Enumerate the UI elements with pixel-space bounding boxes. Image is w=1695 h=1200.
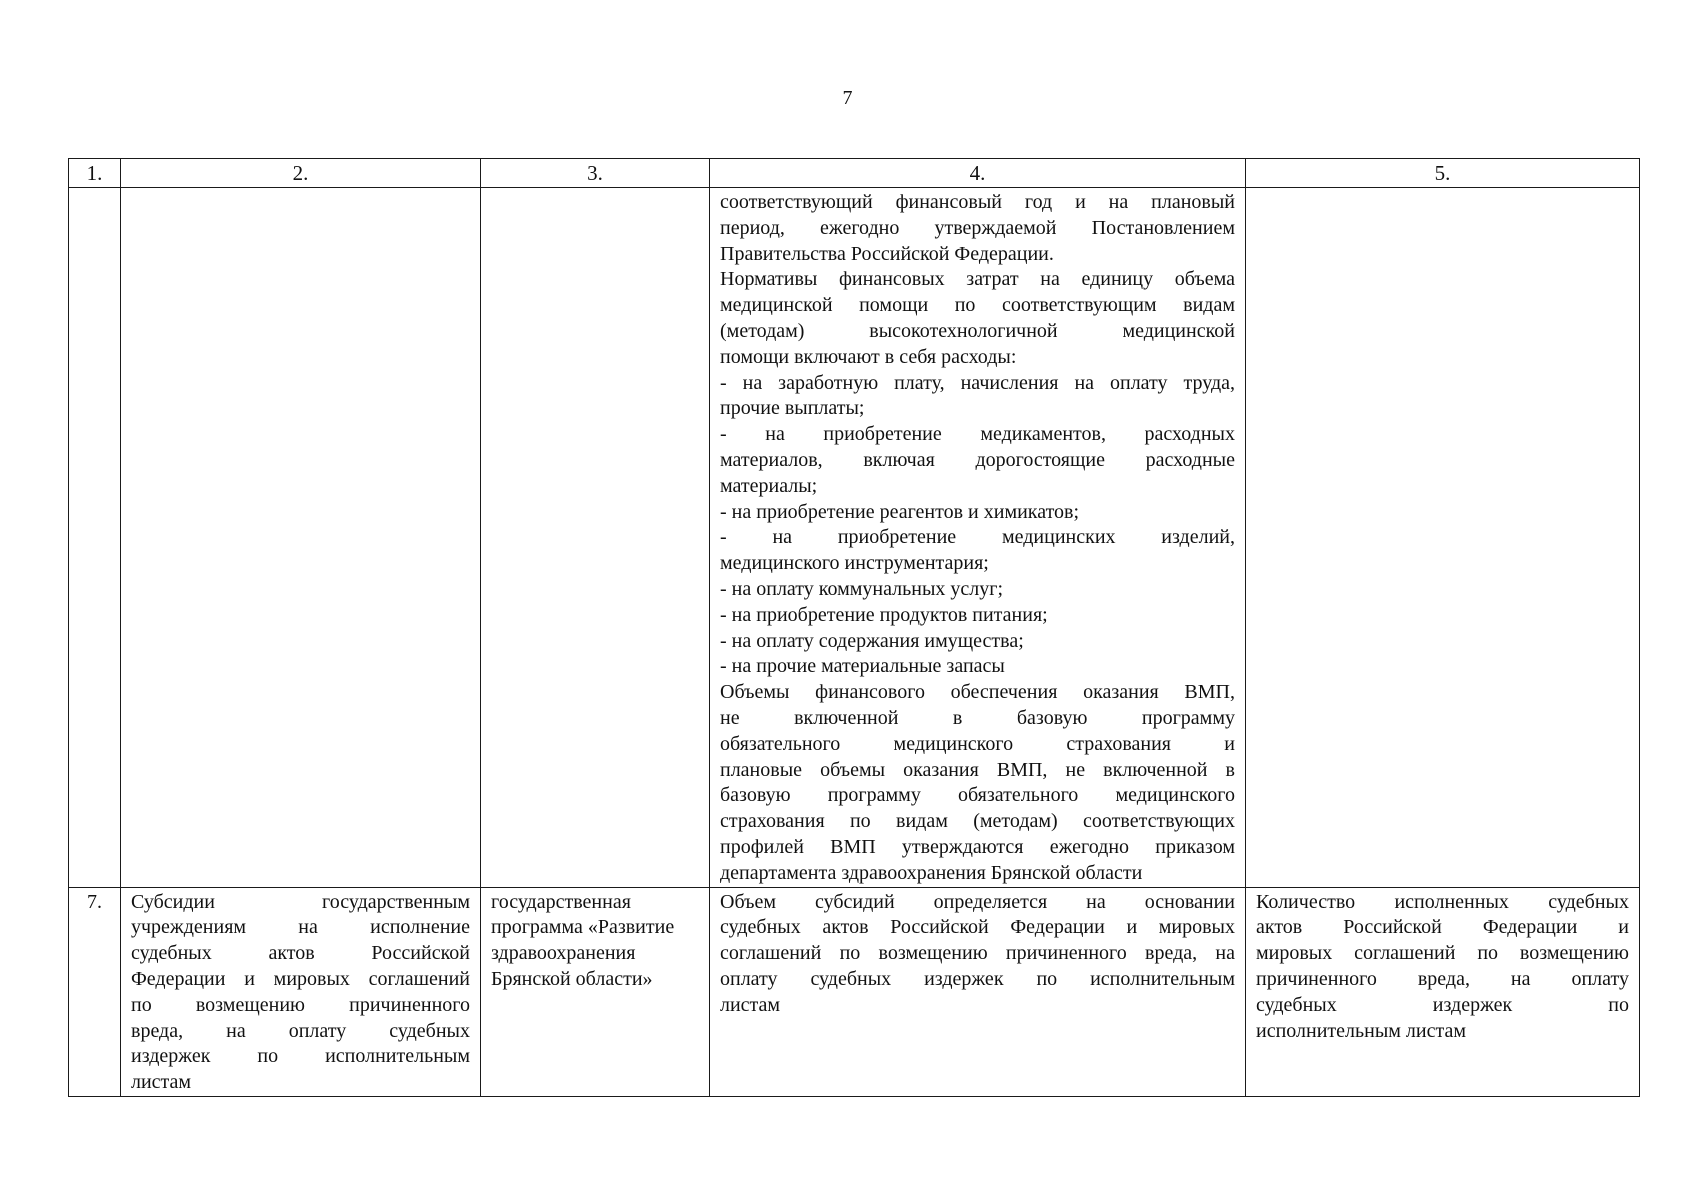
text-line: соответствующий финансовый год и на плановый	[720, 191, 1235, 213]
text-line: базовую программу обязательного медицинского	[720, 784, 1235, 807]
text-line: издержек по исполнительным	[131, 1045, 470, 1068]
text-line: оплату судебных издержек по исполнительным	[720, 967, 1235, 990]
text-line: страхования по видам (методам) соответствующих	[720, 810, 1235, 833]
continuation-col-3-cell	[481, 188, 710, 888]
text-line: вреда, на оплату судебных	[131, 1019, 470, 1042]
text-line: Федерации и мировых соглашений	[131, 967, 470, 990]
page-number: 7	[842, 87, 853, 109]
text-line: мировых соглашений по возмещению	[1256, 942, 1629, 965]
text-line: материалы;	[720, 474, 818, 497]
text-line: плановые объемы оказания ВМП, не включенной в	[720, 758, 1235, 781]
text-line: здравоохранения	[491, 942, 636, 965]
text-line: медицинского инструментария;	[720, 552, 989, 575]
text-line: Нормативы финансовых затрат на единицу объема	[720, 268, 1235, 291]
text-line: судебных издержек по	[1256, 993, 1629, 1016]
text-line: Правительства Российской Федерации.	[720, 242, 1054, 265]
text-line: государственная	[491, 890, 631, 913]
text-line: исполнительным листам	[1256, 1019, 1466, 1042]
header-col-4: 4.	[710, 159, 1246, 188]
header-col-3: 3.	[481, 159, 710, 188]
text-line: (методам) высокотехнологичной медицинской	[720, 319, 1235, 342]
text-line: - на прочие материальные запасы	[720, 655, 1005, 678]
text-line: листам	[720, 993, 781, 1016]
text-line: судебных актов Российской Федерации и мировых	[720, 916, 1235, 939]
text-line: актов Российской Федерации и	[1256, 916, 1629, 939]
text-line: Объемы финансового обеспечения оказания ВМП,	[720, 681, 1235, 704]
row-7-col-5-cell	[1246, 887, 1640, 1096]
text-line: Субсидии государственным	[131, 890, 470, 913]
text-line: материалов, включая дорогостоящие расходные	[720, 448, 1235, 471]
continuation-col-4-text	[720, 190, 1235, 887]
text-line: по возмещению причиненного	[131, 993, 470, 1016]
text-line: - на оплату содержания имущества;	[720, 629, 1024, 652]
text-line: Брянской области»	[491, 967, 653, 990]
row-7-col-2-cell	[121, 887, 481, 1096]
text-line: - на приобретение медикаментов, расходных	[720, 423, 1235, 446]
header-col-2: 2.	[121, 159, 481, 188]
document-table	[68, 158, 1640, 1097]
text-line: не включенной в базовую программу	[720, 706, 1235, 729]
row-7-num: 7.	[69, 887, 121, 1096]
table-header-row	[69, 159, 1640, 188]
row-7-col-3-text	[491, 890, 699, 993]
text-line: департамента здравоохранения Брянской области	[720, 861, 1143, 884]
text-line: помощи включают в себя расходы:	[720, 345, 1017, 368]
continuation-col-2-cell	[121, 188, 481, 888]
row-7-col-4-cell	[710, 887, 1246, 1096]
text-line: медицинской помощи по соответствующим видам	[720, 294, 1235, 317]
text-line: Количество исполненных судебных	[1256, 890, 1629, 913]
row-7-col-3-cell	[481, 887, 710, 1096]
header-col-5: 5.	[1246, 159, 1640, 188]
text-line: листам	[131, 1071, 192, 1094]
text-line: соглашений по возмещению причиненного вреда, на	[720, 942, 1235, 965]
table-row-continuation	[69, 188, 1640, 888]
continuation-col-5-cell	[1246, 188, 1640, 888]
text-line: - на приобретение реагентов и химикатов;	[720, 500, 1080, 523]
text-line: период, ежегодно утверждаемой Постановлением	[720, 216, 1235, 239]
text-line: - на заработную плату, начисления на оплату труда,	[720, 371, 1235, 394]
text-line: учреждениям на исполнение	[131, 916, 470, 939]
text-line: судебных актов Российской	[131, 942, 470, 965]
text-line: профилей ВМП утверждаются ежегодно приказом	[720, 835, 1235, 858]
text-line: обязательного медицинского страхования и	[720, 732, 1235, 755]
continuation-col-4-cell	[710, 188, 1246, 888]
text-line: Объем субсидий определяется на основании	[720, 890, 1235, 913]
row-7-col-5-text	[1256, 890, 1629, 1045]
continuation-num-cell	[69, 188, 121, 888]
text-line: - на оплату коммунальных услуг;	[720, 577, 1004, 600]
row-7-col-2-text	[131, 890, 470, 1096]
header-col-1: 1.	[69, 159, 121, 188]
table-row-7	[69, 887, 1640, 1096]
row-7-col-4-text	[720, 890, 1235, 1019]
text-line: - на приобретение продуктов питания;	[720, 603, 1048, 626]
text-line: программа «Развитие	[491, 916, 675, 939]
text-line: - на приобретение медицинских изделий,	[720, 526, 1235, 549]
text-line: причиненного вреда, на оплату	[1256, 967, 1629, 990]
text-line: прочие выплаты;	[720, 397, 865, 420]
